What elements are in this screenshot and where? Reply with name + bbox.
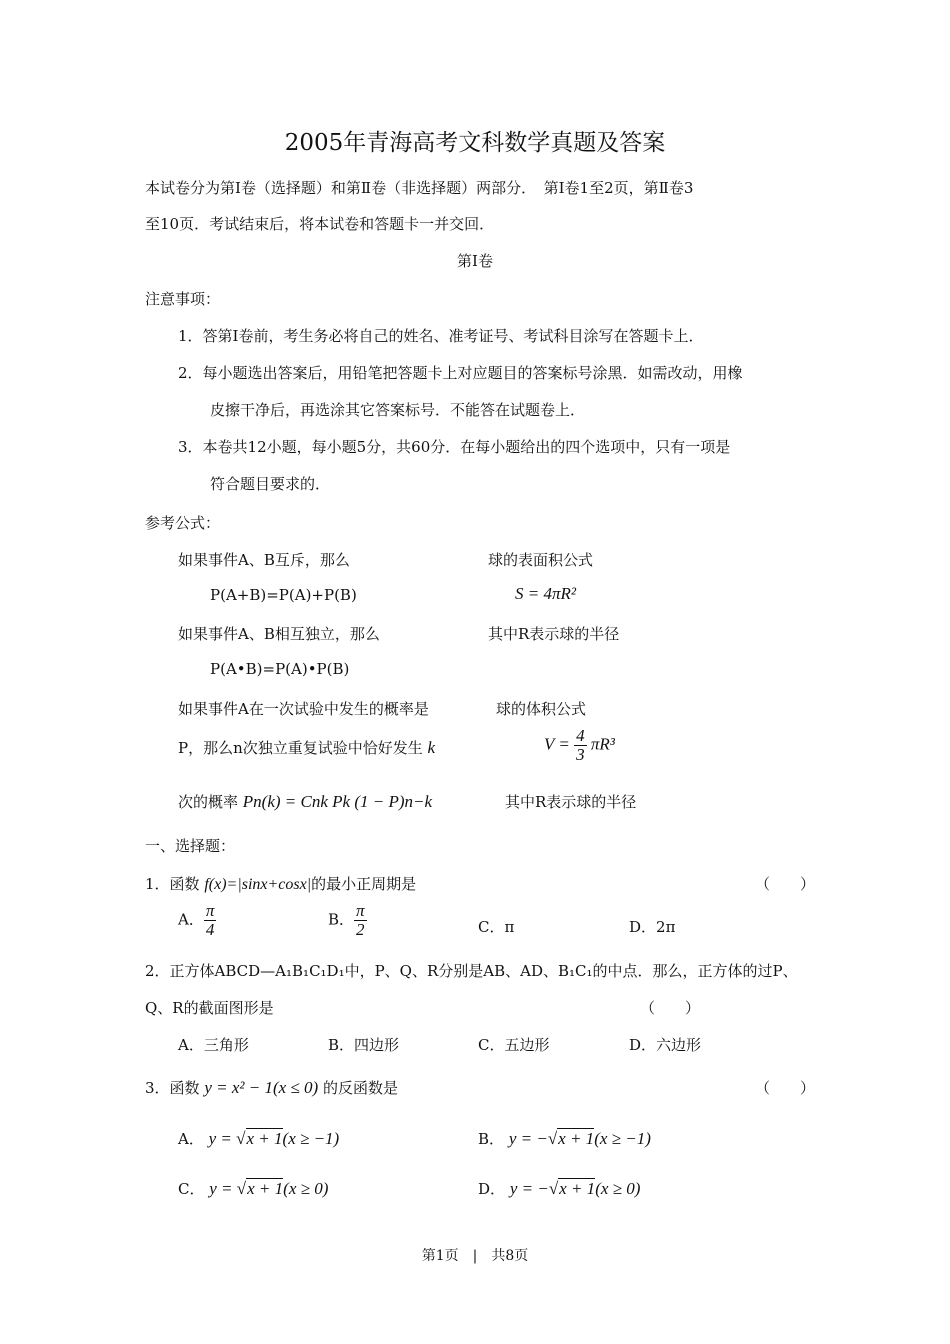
volume-lhs: V =: [544, 734, 570, 754]
q3-stem-prefix: 3．函数: [145, 1079, 200, 1097]
formula-indep: P(A•B)=P(A)•P(B): [210, 660, 350, 678]
q3-stem: [145, 1077, 398, 1098]
q1-a-den: 4: [205, 919, 215, 939]
formula-indep-label: 如果事件A、B相互独立，那么: [178, 625, 380, 643]
q3-a-radical: √x + 1: [236, 1129, 283, 1148]
q3-option-c: [178, 1178, 328, 1199]
q2-option-c: C．五边形: [478, 1036, 550, 1054]
q1-option-a: [178, 902, 216, 939]
q3-d-radical: √x + 1: [548, 1179, 596, 1198]
sphere-area-formula: S = 4πR²: [515, 584, 576, 603]
part-one-heading: 第Ⅰ卷: [457, 252, 493, 270]
q3-a-radicand: x + 1: [246, 1129, 283, 1148]
q2-stem-line-1: 2．正方体ABCD—A₁B₁C₁D₁中，P、Q、R分别是AB、AD、B₁C₁的中点．那么，正方体的过P、: [145, 962, 798, 980]
q3-option-b-label: B．: [478, 1130, 505, 1148]
sphere-area-label: 球的表面积公式: [488, 551, 594, 569]
q3-option-d: [478, 1178, 640, 1199]
q3-stem-math: y = x² − 1(x ≤ 0): [204, 1078, 319, 1097]
q1-b-den: 2: [356, 919, 365, 939]
q1-option-b-frac: [354, 902, 367, 939]
notes-item-2-cont: 皮擦干净后，再选涂其它答案标号．不能答在试题卷上．: [210, 401, 586, 419]
formula-binomial-cont: [178, 737, 435, 758]
formulas-heading: 参考公式：: [145, 514, 221, 532]
q1-option-a-label: A．: [178, 910, 204, 929]
q2-option-b: B．四边形: [328, 1036, 400, 1054]
q3-c-radical: √x + 1: [236, 1179, 284, 1198]
q3-d-post: (x ≥ 0): [595, 1179, 641, 1198]
q1-answer-paren: （ ）: [755, 875, 816, 893]
q1-stem: [145, 873, 416, 894]
q3-d-radicand: x + 1: [559, 1179, 596, 1198]
sphere-radius-note-2: 其中R表示球的半径: [505, 793, 637, 811]
q1-option-d: D．2π: [629, 918, 676, 936]
q3-b-radical: √x + 1: [547, 1129, 595, 1148]
intro-line-1: 本试卷分为第Ⅰ卷（选择题）和第Ⅱ卷（非选择题）两部分． 第Ⅰ卷1至2页，第Ⅱ卷3: [145, 179, 694, 197]
q2-answer-paren: （ ）: [640, 999, 701, 1017]
sphere-radius-note-1: 其中R表示球的半径: [488, 625, 620, 643]
q3-b-pre: y = −: [508, 1129, 548, 1148]
volume-fraction: [574, 727, 587, 764]
q3-c-post: (x ≥ 0): [283, 1179, 329, 1198]
notes-heading: 注意事项：: [145, 290, 221, 308]
intro-line-2: 至10页．考试结束后，将本试卷和答题卡一并交回．: [145, 215, 495, 233]
notes-item-2: 2．每小题选出答案后，用铅笔把答题卡上对应题目的答案标号涂黑．如需改动，用橡: [178, 364, 743, 382]
q3-option-a-label: A．: [178, 1130, 204, 1148]
q1-option-b: [328, 902, 367, 939]
sphere-volume-formula: [544, 727, 615, 764]
q1-a-num: π: [205, 901, 215, 920]
q3-b-post: (x ≥ −1): [594, 1129, 651, 1148]
q1-option-c: C．π: [478, 918, 515, 936]
formula-k: k: [427, 738, 436, 757]
formula-binomial-cont-text: P，那么n次独立重复试验中恰好发生: [178, 739, 423, 757]
q1-option-a-frac: [204, 902, 217, 939]
q3-stem-suffix: 的反函数是: [322, 1079, 398, 1097]
section-choice-heading: 一、选择题：: [145, 837, 236, 855]
q3-a-pre: y =: [208, 1129, 237, 1148]
q1-stem-prefix: 1．函数: [145, 875, 200, 893]
page-title: 2005年青海高考文科数学真题及答案: [284, 130, 666, 156]
notes-item-1: 1．答第Ⅰ卷前，考生务必将自己的姓名、准考证号、考试科目涂写在答题卡上．: [178, 327, 704, 345]
q2-stem-line-2: Q、R的截面图形是: [145, 999, 274, 1017]
q1-option-b-label: B．: [328, 910, 355, 929]
page-footer: 第1页 | 共8页: [421, 1248, 529, 1264]
formula-mutex: P(A+B)=P(A)+P(B): [210, 586, 357, 604]
notes-item-3: 3．本卷共12小题，每小题5分，共60分．在每小题给出的四个选项中，只有一项是: [178, 438, 731, 456]
formula-mutex-label: 如果事件A、B互斥，那么: [178, 551, 350, 569]
notes-item-3-cont: 符合题目要求的．: [210, 475, 331, 493]
volume-fraction-num: 4: [576, 726, 585, 745]
q3-c-radicand: x + 1: [247, 1179, 284, 1198]
q3-option-a: [178, 1128, 339, 1149]
binomial-prefix: 次的概率: [178, 793, 239, 811]
binomial-formula: Pn(k) = Cnk Pk (1 − P)n−k: [242, 792, 433, 811]
volume-fraction-den: 3: [576, 744, 585, 764]
q1-stem-suffix: 的最小正周期是: [311, 875, 417, 893]
formula-binomial-line: [178, 791, 432, 812]
q3-c-pre: y =: [209, 1179, 237, 1198]
q3-d-pre: y = −: [509, 1179, 549, 1198]
q3-a-post: (x ≥ −1): [282, 1129, 340, 1148]
formula-binomial-label: 如果事件A在一次试验中发生的概率是: [178, 700, 429, 718]
q3-b-radicand: x + 1: [558, 1129, 595, 1148]
q3-option-d-label: D．: [478, 1180, 506, 1198]
sphere-volume-label: 球的体积公式: [496, 700, 587, 718]
q3-option-c-label: C．: [178, 1180, 205, 1198]
volume-rhs: πR³: [590, 734, 615, 754]
q1-b-num: π: [356, 901, 365, 920]
q1-stem-math: f(x)=|sinx+cosx|: [204, 876, 312, 893]
q2-option-a: A．三角形: [178, 1036, 249, 1054]
q3-option-b: [478, 1128, 651, 1149]
q3-answer-paren: （ ）: [755, 1079, 816, 1097]
q2-option-d: D．六边形: [629, 1036, 702, 1054]
